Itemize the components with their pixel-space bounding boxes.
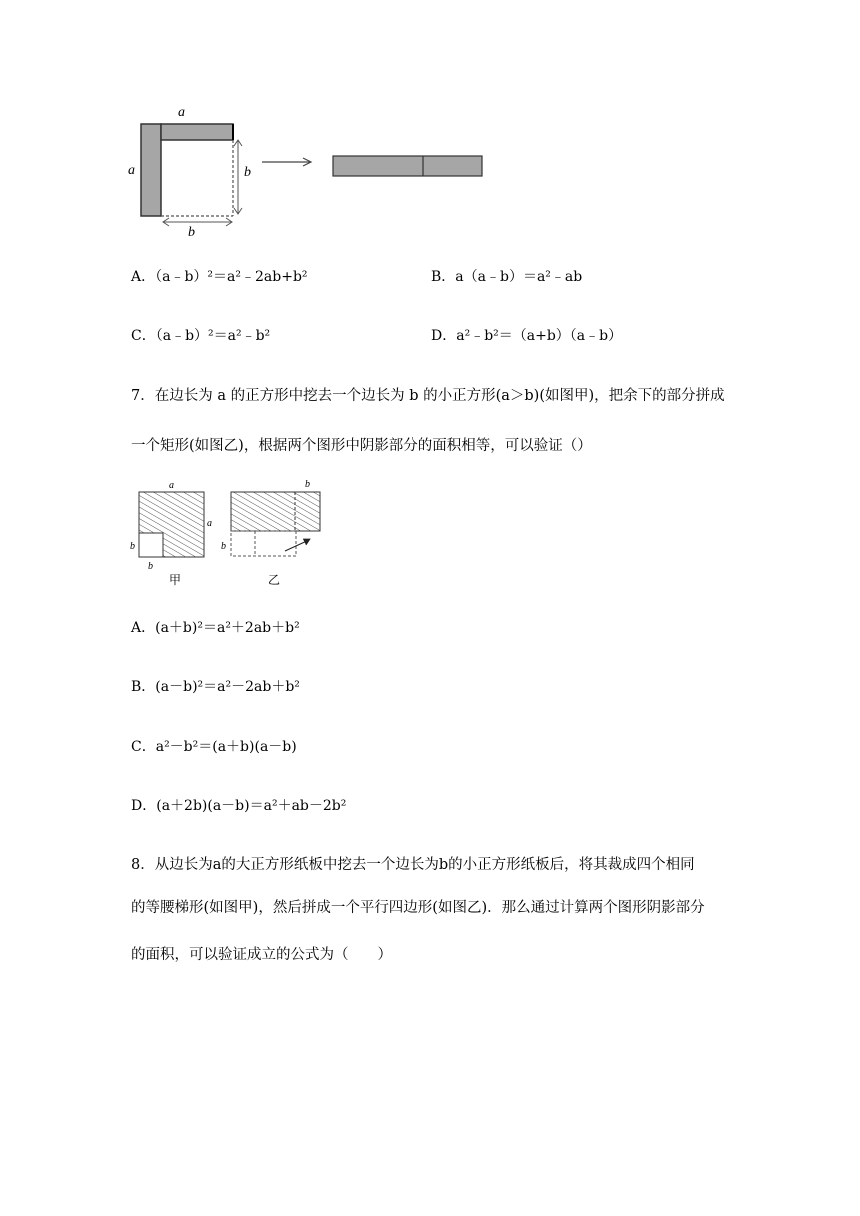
q7-option-c-text: a²－b²＝(a＋b)(a－b) xyxy=(155,739,297,755)
q7-jia-label-right: a xyxy=(207,518,212,529)
q6-option-c[interactable] xyxy=(131,327,270,345)
q6-option-d[interactable] xyxy=(431,327,622,345)
q6-option-b-prefix: B． xyxy=(431,269,456,285)
q6-option-b[interactable] xyxy=(431,268,582,286)
q7-figure xyxy=(125,476,335,590)
q8-stem-line2 xyxy=(131,898,705,918)
q7-line2: 一个矩形(如图乙)，根据两个图形中阴影部分的面积相等，可以验证（） xyxy=(131,438,592,454)
q7-option-d[interactable] xyxy=(131,797,346,815)
q8-stem-line3 xyxy=(131,945,392,965)
q7-line1: 在边长为 a 的正方形中挖去一个边长为 b 的小正方形(a＞b)(如图甲)，把余下的部分拼成 xyxy=(154,388,725,404)
q6-option-c-prefix: C． xyxy=(131,328,156,344)
q6-result-rect xyxy=(333,156,482,176)
q7-stem-line2 xyxy=(131,436,592,456)
q7-yi-label-top: b xyxy=(305,479,310,490)
q6-left-strip xyxy=(141,124,161,216)
q6-option-a-text: （a﹣b）²＝a²﹣2ab+b² xyxy=(155,269,308,285)
q6-option-c-text: （a﹣b）²＝a²﹣b² xyxy=(155,328,271,344)
q6-option-a-prefix: A． xyxy=(131,269,156,285)
q6-figure xyxy=(120,98,500,238)
q7-jia-label-left: b xyxy=(130,541,135,552)
q7-yi-label-left: b xyxy=(221,541,226,552)
q7-option-d-text: (a＋2b)(a－b)＝a²＋ab－2b² xyxy=(156,798,347,814)
q8-line2: 的等腰梯形(如图甲)，然后拼成一个平行四边形(如图乙)．那么通过计算两个图形阴影部分 xyxy=(131,900,705,916)
q6-top-strip xyxy=(161,124,233,140)
q7-option-c[interactable] xyxy=(131,738,297,756)
q6-label-a-top: a xyxy=(178,105,185,120)
q7-yi-caption: 乙 xyxy=(268,573,281,587)
q7-option-a-prefix: A． xyxy=(131,620,156,636)
q7-stem-line1 xyxy=(131,386,725,406)
q7-option-b-prefix: B． xyxy=(131,679,156,695)
q7-option-b[interactable] xyxy=(131,678,300,696)
q7-option-c-prefix: C． xyxy=(131,739,156,755)
q7-jia-caption: 甲 xyxy=(169,573,182,587)
q7-option-a[interactable] xyxy=(131,619,300,637)
q7-jia-label-top: a xyxy=(169,480,174,491)
q7-yi-dashed xyxy=(231,531,296,556)
q8-stem-line1 xyxy=(131,855,695,875)
q8-line1: 从边长为a的大正方形纸板中挖去一个边长为b的小正方形纸板后，将其裁成四个相同 xyxy=(154,857,695,873)
q6-label-a-left: a xyxy=(128,163,135,178)
q6-label-b-bottom: b xyxy=(188,225,195,238)
q8-line3: 的面积，可以验证成立的公式为（ ） xyxy=(131,947,392,963)
q6-label-b-right: b xyxy=(244,165,251,180)
q6-option-d-prefix: D． xyxy=(431,328,457,344)
q7-jia-cutout xyxy=(139,533,163,557)
q8-number: 8． xyxy=(131,857,155,873)
q7-option-a-text: (a＋b)²＝a²＋2ab＋b² xyxy=(155,620,300,636)
q7-option-b-text: (a－b)²＝a²－2ab＋b² xyxy=(155,679,300,695)
q6-option-b-text: a（a﹣b）＝a²﹣ab xyxy=(455,269,583,285)
q6-option-d-text: a²﹣b²＝（a+b）（a﹣b） xyxy=(456,328,623,344)
q7-jia-label-bottom: b xyxy=(148,561,153,572)
q6-option-a[interactable] xyxy=(131,268,308,286)
q7-yi-rect xyxy=(231,492,320,531)
q7-option-d-prefix: D． xyxy=(131,798,157,814)
q7-number: 7． xyxy=(131,388,155,404)
